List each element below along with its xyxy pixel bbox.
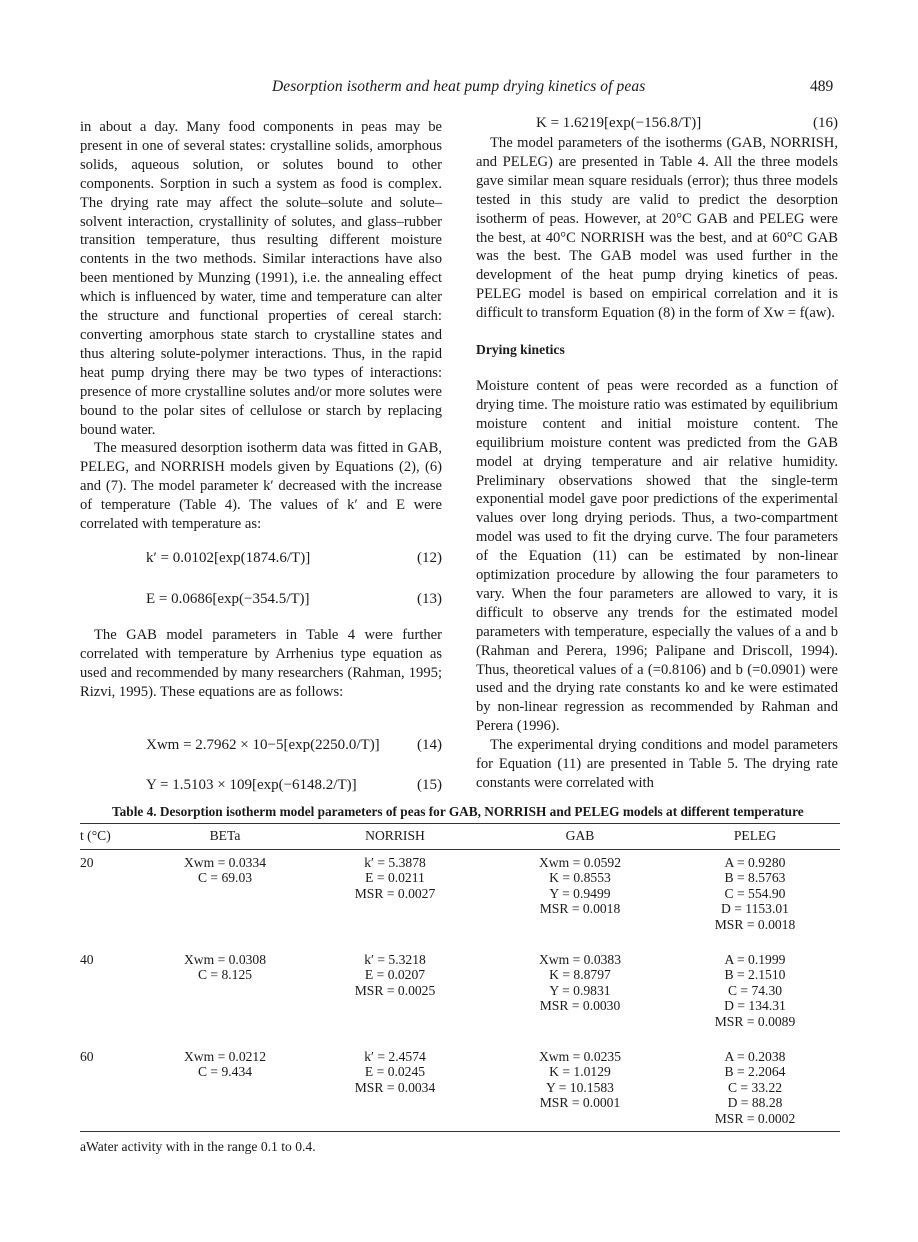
cell-value: Xwm = 0.0334 [183, 854, 267, 870]
equation-15-number: (15) [417, 776, 442, 793]
equation-15 [80, 774, 442, 796]
cell-value: Xwm = 0.0308 [183, 951, 267, 967]
cell-value: D = 88.28 [727, 1095, 783, 1111]
table-header-row [80, 824, 840, 850]
header-norrish: NORRISH [300, 824, 490, 850]
cell-value: B = 8.5763 [724, 870, 786, 886]
cell-value: C = 554.90 [724, 885, 786, 901]
cell-gab [490, 1044, 670, 1131]
equation-12 [80, 547, 442, 569]
cell-value: D = 1153.01 [721, 901, 789, 917]
left-paragraph-2: The measured desorption isotherm data was fitted in GAB, PELEG, and NORRISH models given by Equations (2), (6) and (7). The model parameter k′ decreased with the increase of temperature (Table 4). The values of k′ and E were correlated with temperature as: [80, 440, 442, 533]
cell-value: MSR = 0.0034 [354, 1079, 436, 1095]
cell-norrish [300, 947, 490, 1044]
cell-temperature: 20 [80, 854, 94, 870]
cell-value: C = 33.22 [727, 1079, 783, 1095]
cell-value: E = 0.0245 [364, 1064, 426, 1080]
running-head: Desorption isotherm and heat pump drying kinetics of peas [272, 78, 646, 95]
equation-15-expression: Y = 1.5103 × 109[exp(−6148.2/T)] [146, 776, 357, 793]
cell-value: k′ = 2.4574 [364, 1048, 426, 1064]
cell-value: k′ = 5.3878 [364, 854, 426, 870]
table-4-grid [80, 823, 840, 1132]
cell-bet [150, 1044, 300, 1131]
table-row [80, 1044, 840, 1131]
header-temperature: t (°C) [80, 824, 150, 850]
section-heading-drying-kinetics: Drying kinetics [476, 342, 565, 358]
table-4-footnote: aWater activity with in the range 0.1 to 0.4. [80, 1139, 316, 1154]
equation-16-expression: K = 1.6219[exp(−156.8/T)] [536, 115, 702, 131]
cell-value: Y = 0.9499 [549, 885, 611, 901]
cell-gab [490, 849, 670, 946]
cell-value: D = 134.31 [724, 998, 786, 1014]
equation-13-number: (13) [417, 590, 442, 607]
cell-value: MSR = 0.0018 [714, 916, 796, 932]
right-column [476, 112, 838, 793]
cell-value: C = 8.125 [197, 967, 253, 983]
cell-value: E = 0.0211 [365, 870, 425, 886]
table-4 [80, 823, 840, 1132]
cell-value: B = 2.1510 [724, 967, 786, 983]
left-column [80, 118, 442, 796]
cell-value: C = 74.30 [727, 982, 783, 998]
cell-value: MSR = 0.0089 [714, 1013, 796, 1029]
equation-14 [80, 734, 442, 756]
cell-value: C = 69.03 [197, 870, 253, 886]
left-paragraph-3: The GAB model parameters in Table 4 were further correlated with temperature by Arrhenius type equation as used and recommended by many researchers (Rahman, 1995; Rizvi, 1995). These equations are as follows: [80, 626, 442, 700]
cell-value: MSR = 0.0018 [539, 901, 621, 917]
left-paragraph-1: in about a day. Many food components in peas may be present in one of several states: crystalline solids, amorphous solids, aqueous solution, or solutes bound to other components. Sorption in such a system as food is complex. The drying rate may affect the solute–solute and solute–solvent interaction, crystallinity of solutes, and glass–rubber transition temperature, thus resulting different moisture contents in the two methods. Similar interactions have also been mentioned by Munzing (1991), i.e. the annealing effect which is influenced by water, time and temperature can alter the structure and functional properties of cereal starch: converting amorphous state starch to crystalline states and thus altering solute-polymer interactions. Thus, in the rapid heat pump drying there may be two types of interactions: presence of more crystalline solutes and/or more solutes were bound to the polar sites of cellulose or starch by replacing bound water. [80, 119, 442, 438]
right-paragraph-3: The experimental drying conditions and model parameters for Equation (11) are presented in Table 5. The drying rate constants were correlated with [476, 737, 838, 791]
cell-value: k′ = 5.3218 [364, 951, 426, 967]
cell-value: MSR = 0.0002 [714, 1110, 796, 1126]
cell-gab [490, 947, 670, 1044]
cell-temperature: 60 [80, 1044, 150, 1131]
equation-13-expression: E = 0.0686[exp(−354.5/T)] [146, 590, 310, 607]
cell-peleg [670, 947, 840, 1044]
header-bet: BETa [150, 824, 300, 850]
cell-value: C = 9.434 [197, 1064, 253, 1080]
cell-value: B = 2.2064 [724, 1064, 786, 1080]
cell-norrish [300, 1044, 490, 1131]
cell-value: A = 0.2038 [724, 1048, 786, 1064]
cell-value: MSR = 0.0025 [354, 982, 436, 998]
cell-value: MSR = 0.0001 [539, 1095, 621, 1111]
equation-13 [80, 588, 442, 610]
header-peleg: PELEG [670, 824, 840, 850]
cell-value: K = 1.0129 [549, 1064, 611, 1080]
equation-12-expression: k′ = 0.0102[exp(1874.6/T)] [146, 549, 311, 566]
cell-value: K = 0.8553 [549, 870, 611, 886]
right-paragraph-2: Moisture content of peas were recorded as a function of drying time. The moisture ratio was estimated by equilibrium moisture content and initial moisture content. The equilibrium moisture content was predicted from the GAB model at drying temperature and air relative humidity. Preliminary observations showed that the single-term exponential model gave poor predictions of the experimental values over long drying periods. Thus, a two-compartment model was used to fit the drying curve. The four parameters of the Equation (11) can be estimated by non-linear optimization procedure by allowing the four parameters to vary. When the four parameters are allowed to vary, it is difficult to observe any trends for the estimated model parameters with temperature, especially the values of a and b (Rahman and Perera, 1996; Palipane and Driscoll, 1994). Thus, theoretical values of a (=0.8106) and b (=0.0901) were used and the drying rate constants ko and ke were estimated by non-linear regression as recommended by Rahman and Perera (1996). [476, 377, 838, 735]
cell-value: Xwm = 0.0235 [538, 1048, 622, 1064]
cell-value: Xwm = 0.0212 [183, 1048, 267, 1064]
cell-norrish [300, 849, 490, 946]
cell-bet [150, 849, 300, 946]
header-gab: GAB [490, 824, 670, 850]
cell-value: A = 0.1999 [724, 951, 786, 967]
cell-peleg [670, 1044, 840, 1131]
equation-16 [476, 112, 838, 134]
table-4-caption: Table 4. Desorption isotherm model parameters of peas for GAB, NORRISH and PELEG models at different temperature [112, 804, 804, 819]
equation-12-number: (12) [417, 549, 442, 566]
cell-value: Y = 10.1583 [546, 1079, 614, 1095]
cell-temperature: 40 [80, 951, 94, 967]
cell-value: MSR = 0.0027 [354, 885, 436, 901]
equation-14-expression: Xwm = 2.7962 × 10−5[exp(2250.0/T)] [146, 736, 380, 753]
cell-value: MSR = 0.0030 [539, 998, 621, 1014]
page-number: 489 [810, 78, 834, 95]
cell-bet [150, 947, 300, 1044]
cell-peleg [670, 849, 840, 946]
cell-value: Xwm = 0.0383 [538, 951, 622, 967]
cell-value: Y = 0.9831 [549, 982, 611, 998]
cell-value: K = 8.8797 [549, 967, 611, 983]
right-paragraph-1: The model parameters of the isotherms (GAB, NORRISH, and PELEG) are presented in Table 4. All the three models gave similar mean square residuals (error); thus three models tested in this study are valid to predict the desorption isotherm of peas. However, at 20°C GAB and PELEG were the best, at 40°C NORRISH was the best, and at 60°C GAB was the best. The GAB model was used further in the development of the heat pump drying kinetics of peas. PELEG model is based on empirical correlation and it is difficult to transform Equation (8) in the form of Xw = f(aw). [476, 135, 838, 322]
table-row [80, 849, 840, 946]
cell-value: E = 0.0207 [364, 967, 426, 983]
cell-value: A = 0.9280 [724, 854, 786, 870]
table-row [80, 947, 840, 1044]
cell-value: Xwm = 0.0592 [538, 854, 622, 870]
equation-16-number: (16) [813, 115, 838, 131]
equation-14-number: (14) [417, 736, 442, 753]
